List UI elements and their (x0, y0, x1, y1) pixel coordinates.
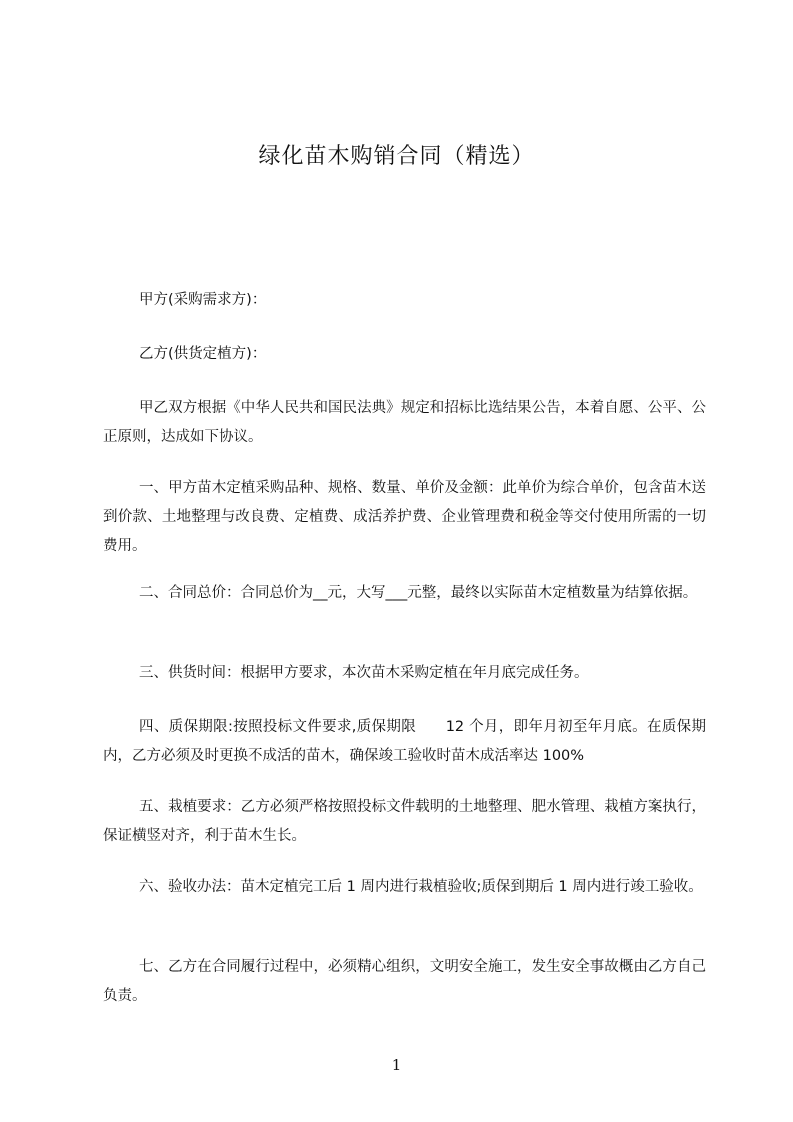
clause-5-paragraph: 五、栽植要求：乙方必须严格按照投标文件载明的土地整理、肥水管理、栽植方案执行，保证横竖对齐，利于苗木生长。 (103, 799, 706, 844)
clause-3-paragraph: 三、供货时间：根据甲方要求，本次苗木采购定植在年月底完成任务。 (139, 665, 589, 681)
preamble-paragraph: 甲乙双方根据《中华人民共和国民法典》规定和招标比选结果公告，本着自愿、公平、公正原则，达成如下协议。 (103, 400, 706, 445)
clause-6-paragraph: 六、验收办法：苗木定植完工后 1 周内进行栽植验收;质保到期后 1 周内进行竣工验收。 (139, 879, 703, 895)
clause-7-paragraph: 七、乙方在合同履行过程中，必须精心组织，文明安全施工，发生安全事故概由乙方自己负责。 (103, 959, 706, 1004)
clause-4-paragraph: 四、质保期限:按照投标文件要求,质保期限 12 个月，即年月初至年月底。在质保期内，乙方必须及时更换不成活的苗木，确保竣工验收时苗木成活率达 100% (103, 719, 706, 764)
party-a-line: 甲方(采购需求方)： (139, 292, 267, 308)
party-b-line: 乙方(供货定植方)： (139, 346, 267, 362)
document-title: 绿化苗木购销合同（精选） (258, 144, 535, 169)
page-number: 1 (391, 1056, 402, 1074)
clause-2-paragraph: 二、合同总价：合同总价为__元，大写___元整，最终以实际苗木定植数量为结算依据。 (139, 585, 698, 601)
clause-1-paragraph: 一、甲方苗木定植采购品种、规格、数量、单价及金额：此单价为综合单价，包含苗木送到价款、土地整理与改良费、定植费、成活养护费、企业管理费和税金等交付使用所需的一切费用。 (103, 480, 706, 554)
